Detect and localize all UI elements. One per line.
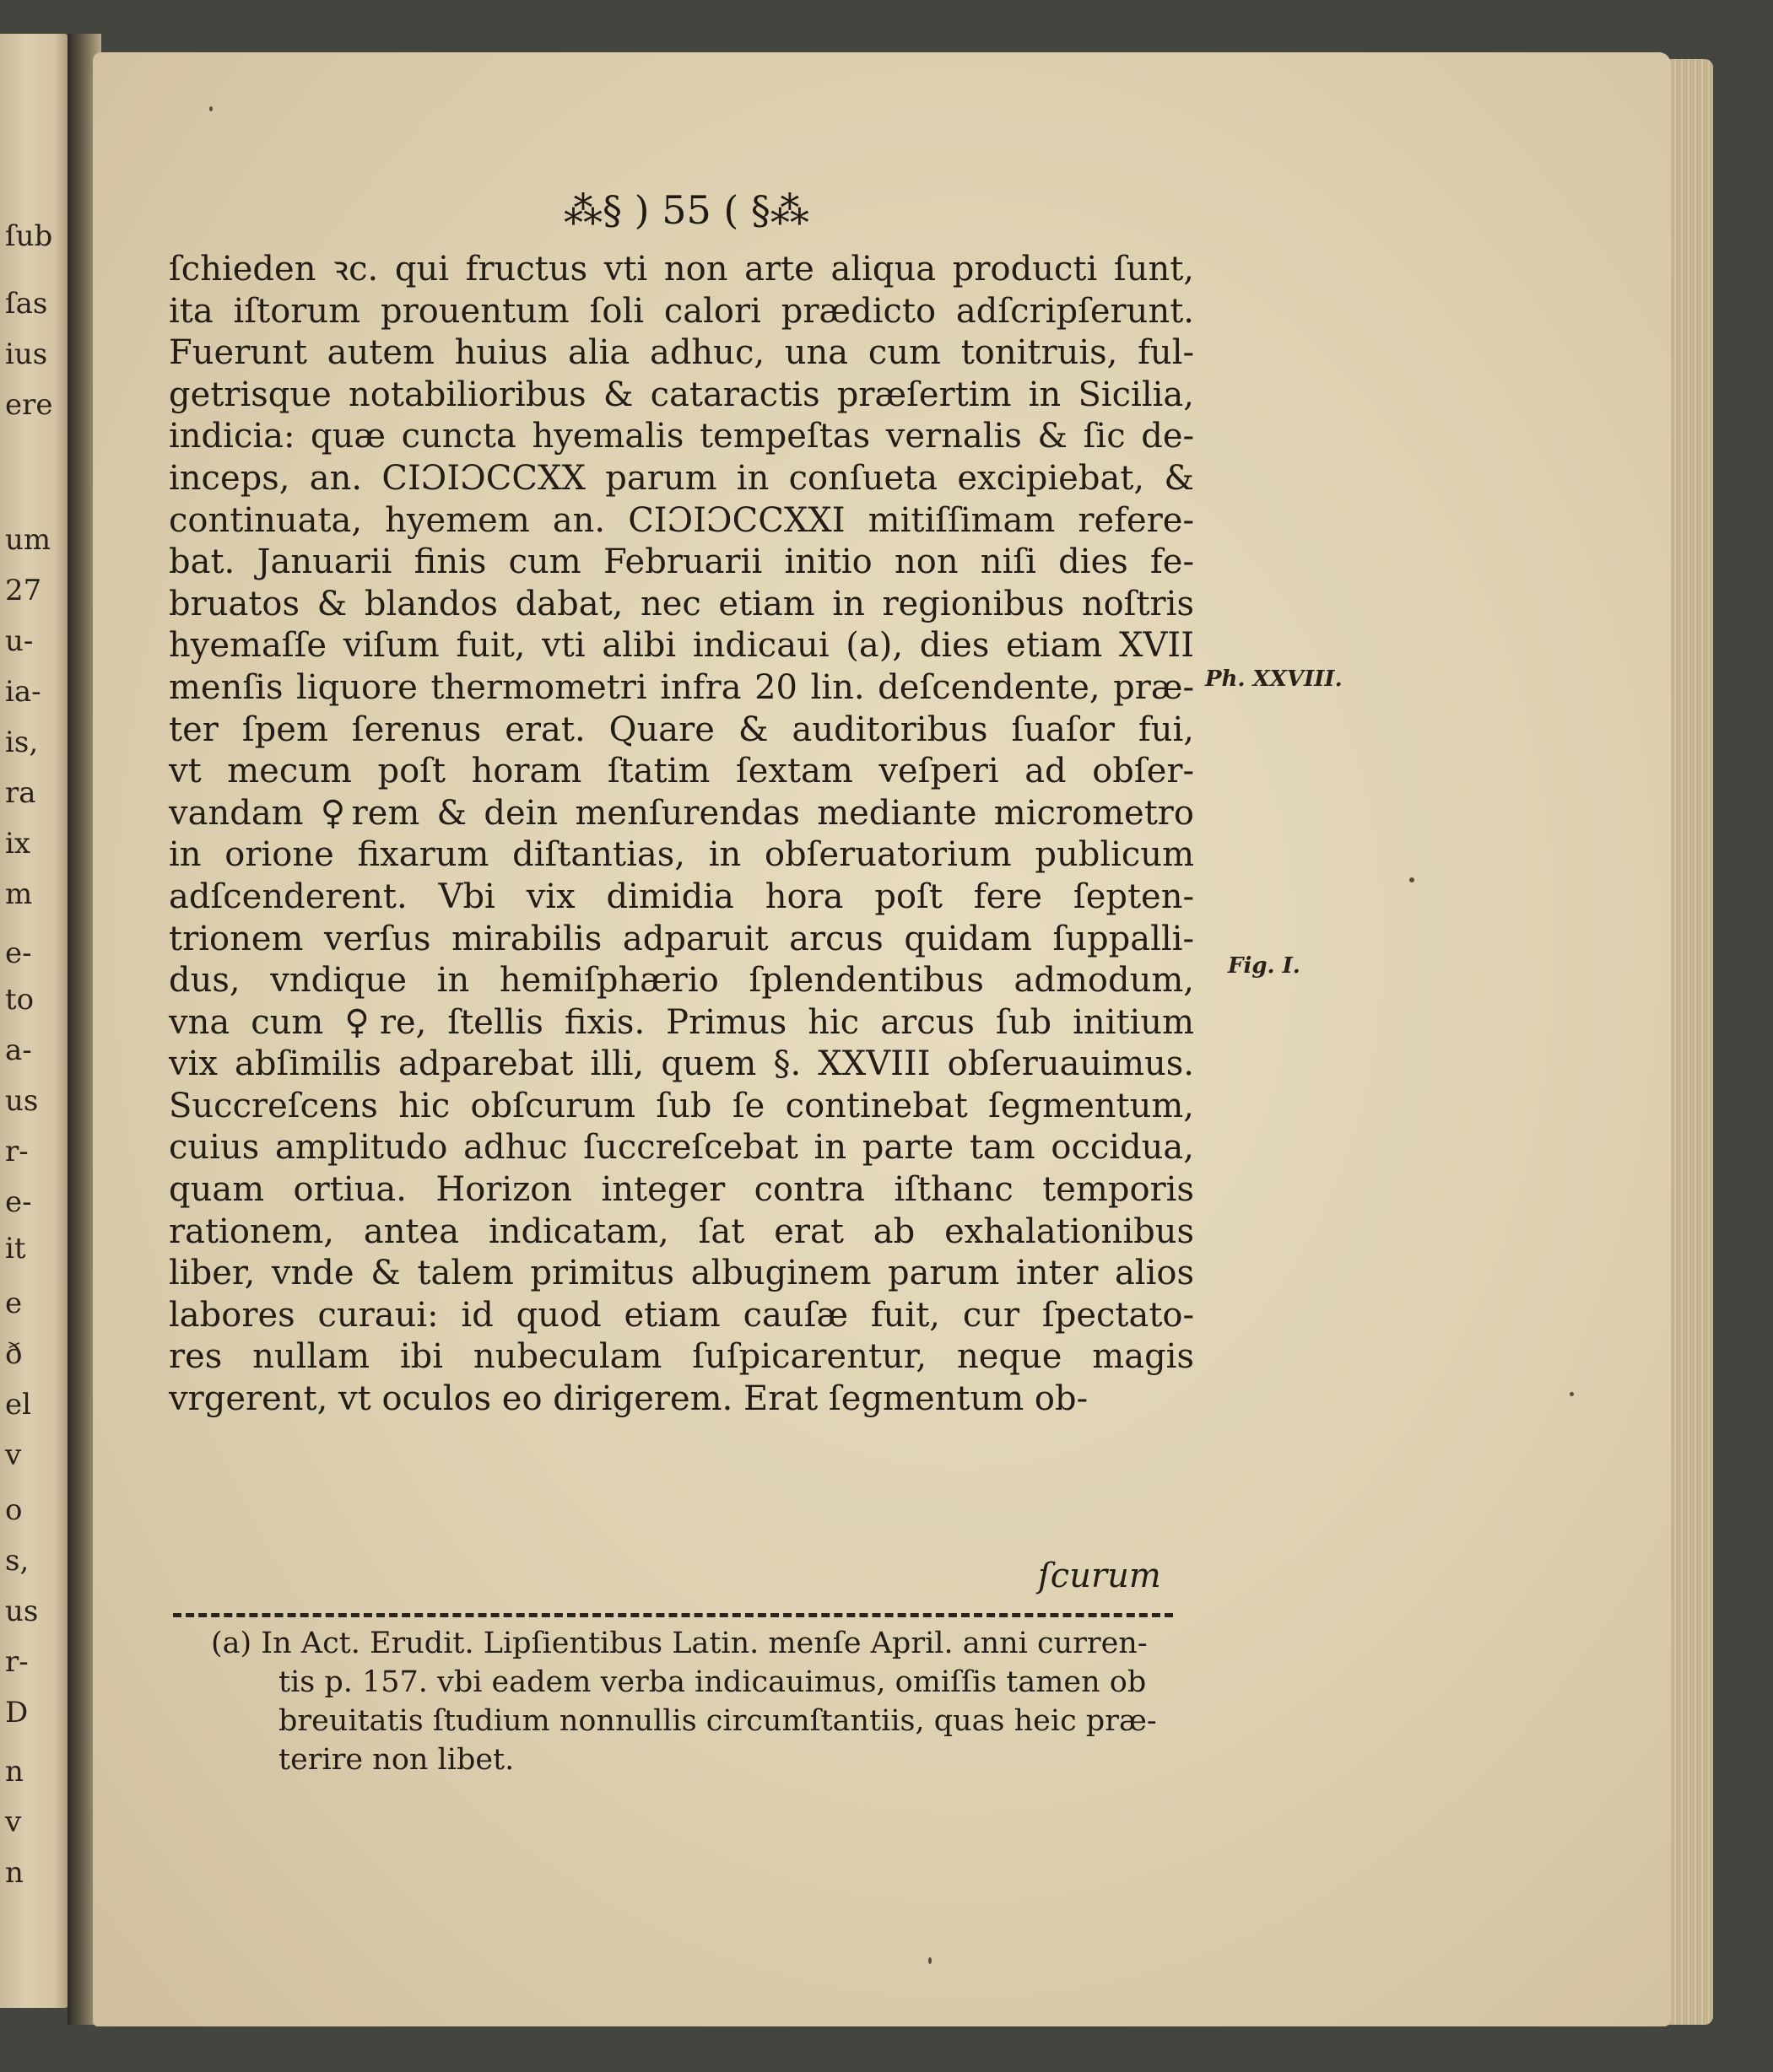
text-line: getrisque notabilioribus & cataractis præſertim in Sicilia, [169, 375, 1194, 414]
left-page-fragment: ere [5, 388, 53, 422]
text-line: ita iſtorum prouentum ſoli calori prædicto adſcripſerunt. [169, 291, 1194, 331]
left-page-fragment: ix [5, 827, 31, 861]
text-line: Succreſcens hic obſcurum ſub ſe continebat ſegmentum, [169, 1086, 1194, 1125]
text-line: liber, vnde & talem primitus albuginem parum inter alios [169, 1254, 1194, 1293]
text-line: continuata, hyemem an. CIƆIƆCCXXI mitiſſimam refere- [169, 500, 1194, 540]
left-page-fragment: r- [5, 1135, 29, 1168]
text-line: res nullam ibi nubeculam ſuſpicarentur, neque magis [169, 1337, 1194, 1377]
left-page-fragment: v [5, 1805, 22, 1839]
text-line: rationem, antea indicatam, ſat erat ab exhalationibus [169, 1211, 1194, 1251]
paper-speck [1570, 1392, 1574, 1396]
text-line: menſis liquore thermometri infra 20 lin. deſcendente, præ- [169, 667, 1194, 707]
text-line: labores curaui: id quod etiam cauſæ fuit, cur ſpectato- [169, 1295, 1194, 1335]
left-page-fragment: v [5, 1438, 22, 1472]
left-facing-page [0, 34, 69, 2008]
left-page-fragment: ſas [5, 287, 48, 321]
left-page-fragment: el [5, 1388, 31, 1422]
left-page-fragment: ius [5, 337, 48, 371]
left-page-fragment: is, [5, 726, 39, 759]
page-header: ⁂§ ) 55 ( §⁂ [564, 187, 809, 233]
text-line: adſcenderent. Vbi vix dimidia hora poſt fere ſepten- [169, 877, 1194, 916]
left-page-fragment: e- [5, 936, 32, 970]
text-line: ſchieden ꝛc. qui fructus vti non arte aliqua producti ſunt, [169, 250, 1194, 289]
text-line: vix abſimilis adparebat illi, quem §. XXVIII obſeruauimus. [169, 1044, 1194, 1084]
text-line: quam ortiua. Horizon integer contra iſthanc temporis [169, 1170, 1194, 1210]
text-line: Fuerunt autem huius alia adhuc, una cum tonitruis, ful- [169, 333, 1194, 373]
left-page-fragment: ſub [5, 219, 53, 253]
left-page-fragment: us [5, 1594, 39, 1628]
paper-speck [1409, 877, 1414, 882]
left-page-fragment: ra [5, 776, 36, 810]
left-page-fragment: n [5, 1856, 24, 1890]
left-page-fragment: ð [5, 1337, 23, 1371]
text-line: hyemaſſe viſum fuit, vti alibi indicaui (a), dies etiam XVII [169, 626, 1194, 666]
catchword: ſcurum [1038, 1557, 1161, 1595]
left-page-fragment: D [5, 1696, 29, 1729]
footnote-line: tis p. 157. vbi eadem verba indicauimus, omiſſis tamen ob [278, 1665, 1147, 1699]
footnote [211, 1624, 1181, 1779]
left-page-fragment: m [5, 877, 33, 911]
paper-speck [928, 1957, 932, 1964]
footnote-line: breuitatis ſtudium nonnullis circumſtantiis, quas heic præ- [278, 1704, 1157, 1738]
text-line: vna cum ♀re, ſtellis fixis. Primus hic arcus ſub initium [169, 1002, 1194, 1042]
text-line: bat. Januarii finis cum Februarii initio non niſi dies fe- [169, 542, 1194, 582]
footnote-line: (a) In Act. Erudit. Lipſientibus Latin. menſe April. anni curren- [211, 1627, 1148, 1660]
text-line: trionem verſus mirabilis adparuit arcus quidam ſuppalli- [169, 919, 1194, 958]
left-page-fragment: it [5, 1232, 26, 1265]
left-page-fragment: r- [5, 1645, 29, 1679]
left-page-fragment: e [5, 1287, 23, 1320]
left-page-fragment: u- [5, 624, 34, 658]
footnote-rule [173, 1613, 1173, 1617]
text-line: ter ſpem ſerenus erat. Quare & auditoribus ſuaſor fui, [169, 710, 1194, 749]
footnote-line: terire non libet. [278, 1743, 515, 1777]
left-page-fragment: n [5, 1755, 24, 1789]
margin-note-plate: Ph. XXVIII. [1205, 666, 1343, 692]
text-line: bruatos & blandos dabat, nec etiam in regionibus noſtris [169, 584, 1194, 623]
paper-speck [209, 106, 213, 111]
left-page-fragment: o [5, 1493, 23, 1527]
left-page-fragment: us [5, 1084, 39, 1118]
left-page-fragment: to [5, 983, 35, 1017]
text-line: cuius amplitudo adhuc ſuccreſcebat in parte tam occidua, [169, 1128, 1194, 1168]
text-line: dus, vndique in hemiſphærio ſplendentibus admodum, [169, 961, 1194, 1001]
left-page-fragment: um [5, 523, 51, 557]
text-line: inceps, an. CIƆIƆCCXX parum in conſueta excipiebat, & [169, 458, 1194, 498]
left-page-fragment: 27 [5, 574, 42, 607]
margin-note-figure: Fig. I. [1228, 953, 1300, 979]
text-line: indicia: quæ cuncta hyemalis tempeſtas vernalis & ſic de- [169, 417, 1194, 456]
text-line: vt mecum poſt horam ſtatim ſextam veſperi ad obſer- [169, 752, 1194, 791]
left-page-fragment: e- [5, 1185, 32, 1219]
left-page-fragment: a- [5, 1033, 32, 1067]
left-page-fragment: s, [5, 1544, 30, 1578]
page-body-text [169, 249, 1207, 1421]
text-line: vrgerent, vt oculos eo dirigerem. Erat ſegmentum ob- [169, 1379, 1089, 1419]
left-page-fragment: ia- [5, 675, 41, 709]
text-line: vandam ♀rem & dein menſurendas mediante micrometro [169, 793, 1194, 833]
text-line: in orione fixarum diſtantias, in obſeruatorium publicum [169, 835, 1194, 875]
